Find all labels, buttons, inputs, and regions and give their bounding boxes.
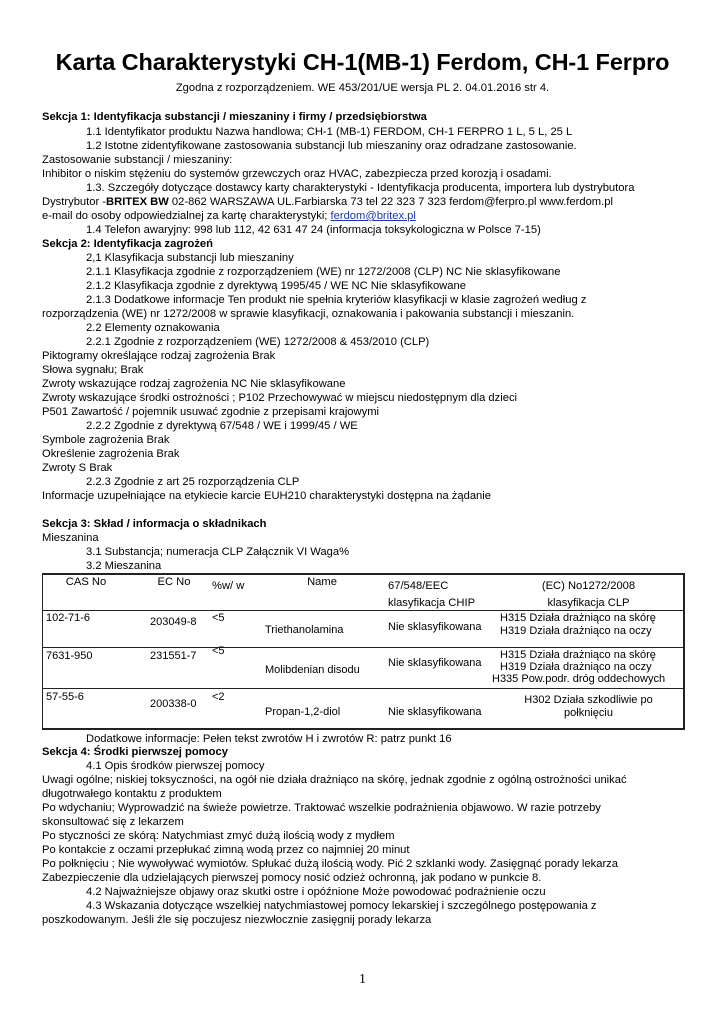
section-4-line: długotrwałego kontaktu z produktem: [42, 788, 222, 800]
section-4-line: Po styczności ze skórą: Natychmiast zmyć dużą ilością wody z mydłem: [42, 830, 395, 842]
section-2-line: Informacje uzupełniające na etykiecie karcie EUH210 charakterystyki dostępna na żądanie: [42, 490, 491, 502]
section-2-line: Zwroty wskazujące środki ostrożności ; P102 Przechowywać w miejscu niedostępnym dla dzieci: [42, 392, 518, 404]
section-1-line: 1.2 Istotne zidentyfikowane zastosowania substancji lub mieszaniny oraz odradzane zastosowanie.: [86, 140, 577, 152]
section-2-line: Zwroty S Brak: [42, 462, 113, 474]
table-rule-left: [42, 573, 43, 730]
col-header-clp-2: klasyfikacja CLP: [547, 597, 630, 609]
section-2-line: P501 Zawartość / pojemnik usuwać zgodnie z przepisami krajowymi: [42, 406, 380, 418]
cell-ec: 231551-7: [150, 650, 197, 662]
cell-cas: 57-55-6: [46, 691, 84, 703]
section-4-line: 4.3 Wskazania dotyczące wszelkiej natychmiastowej pomocy lekarskiej i szczególnego postępowania z: [86, 900, 597, 912]
section-4-line: Uwagi ogólne; niskiej toksyczności, na ogół nie działa drażniąco na skórę, jednak zgodnie z ogólną ostrożności unikać: [42, 774, 627, 786]
contact-email-link[interactable]: ferdom@britex.pl: [330, 210, 416, 222]
cell-percent: <5: [212, 645, 225, 657]
contact-email-label: e-mail do osoby odpowiedzialnej za kartę charakterystyki;: [42, 210, 331, 222]
section-2-line: 2.2.3 Zgodnie z art 25 rozporządzenia CLP: [86, 476, 300, 488]
cell-clp: H315 Działa drażniąco na skórę: [500, 612, 656, 624]
section-3-line: 3.1 Substancja; numeracja CLP Załącznik VI Waga%: [86, 546, 350, 558]
table-rule: [42, 688, 685, 689]
cell-clp: H319 Działa drażniąco na oczy: [500, 625, 652, 637]
table-rule-top: [42, 573, 685, 575]
table-rule-right: [683, 573, 685, 730]
document-title: Karta Charakterystyki CH-1(MB-1) Ferdom, CH-1 Ferpro: [55, 49, 670, 75]
cell-chip: Nie sklasyfikowana: [388, 657, 482, 669]
section-3-line: 3.2 Mieszanina: [86, 560, 162, 572]
cell-percent: <5: [212, 612, 225, 624]
distributor-line: [42, 196, 613, 209]
col-header-clp-1: (EC) No1272/2008: [541, 580, 636, 592]
composition-table: [42, 573, 685, 730]
section-2-line: 2.1.3 Dodatkowe informacje Ten produkt nie spełnia kryteriów klasyfikacji w klasie zagrożeń według z: [86, 294, 587, 306]
section-1-line: Zastosowanie substancji / mieszaniny:: [42, 154, 233, 166]
section-4-line: Zabezpieczenie dla udzielających pierwszej pomocy nosić odzież ochronną, jak podano w punkcie 8.: [42, 872, 542, 884]
section-2-line: rozporządzenia (WE) nr 1272/2008 w sprawie klasyfikacji, oznakowania i pakowania substancji i mieszanin.: [42, 308, 575, 320]
cell-ec: 200338-0: [150, 698, 197, 710]
section-2-line: 2.2.2 Zgodnie z dyrektywą 67/548 / WE i 1999/45 / WE: [86, 420, 358, 432]
section-2-line: 2.1.1 Klasyfikacja zgodnie z rozporządzeniem (WE) nr 1272/2008 (CLP) NC Nie sklasyfikowane: [86, 266, 561, 278]
section-1-heading: Sekcja 1: Identyfikacja substancji / mieszaniny i firmy / przedsiębiorstwa: [42, 111, 427, 123]
col-header-percent: %w/ w: [212, 580, 245, 592]
section-4-line: Po kontakcie z oczami przepłukać zimną wodą przez co najmniej 20 minut: [42, 844, 410, 856]
section-2-line: Zwroty wskazujące rodzaj zagrożenia NC Nie sklasyfikowane: [42, 378, 346, 390]
cell-clp: H302 Działa szkodliwie po: [524, 694, 653, 706]
section-3-heading: Sekcja 3: Skład / informacja o składnikach: [42, 518, 267, 530]
section-4-heading: Sekcja 4: Środki pierwszej pomocy: [42, 746, 228, 758]
section-2-line: 2.2.1 Zgodnie z rozporządzeniem (WE) 1272/2008 & 453/2010 (CLP): [86, 336, 430, 348]
cell-chip: Nie sklasyfikowana: [388, 621, 482, 633]
section-4-line: Po połknięciu ; Nie wywoływać wymiotów. Spłukać dużą ilością wody. Pić 2 szklanki wody. Zasięgnąć porady lekarza: [42, 858, 618, 870]
col-header-chip-2: klasyfikacja CHIP: [388, 597, 476, 609]
section-2-line: Piktogramy określające rodzaj zagrożenia Brak: [42, 350, 276, 362]
distributor-label: Dystrybutor -: [42, 196, 107, 208]
contact-email-line: [42, 210, 416, 223]
section-1-line: 1.3. Szczegóły dotyczące dostawcy karty charakterystyki - Identyfikacja producenta, importera lub dystrybutora: [86, 182, 635, 194]
section-4-line: skonsultować się z lekarzem: [42, 816, 184, 828]
section-2-line: Określenie zagrożenia Brak: [42, 448, 180, 460]
col-header-name: Name: [307, 576, 337, 588]
cell-cas: 102-71-6: [46, 612, 91, 624]
section-4-line: 4.1 Opis środków pierwszej pomocy: [86, 760, 265, 772]
section-2-line: Słowa sygnału; Brak: [42, 364, 144, 376]
col-header-chip-1: 67/548/EEC: [388, 580, 449, 592]
section-2-line: 2,1 Klasyfikacja substancji lub mieszaniny: [86, 252, 294, 264]
section-2-heading: Sekcja 2: Identyfikacja zagrożeń: [42, 238, 213, 250]
section-1-line: 1.1 Identyfikator produktu Nazwa handlowa; CH-1 (MB-1) FERDOM, CH-1 FERPRO 1 L, 5 L, 25 L: [86, 126, 573, 138]
cell-name: Triethanolamina: [265, 624, 344, 636]
distributor-name: BRITEX BW: [106, 196, 169, 208]
cell-ec: 203049-8: [150, 616, 197, 628]
cell-percent: <2: [212, 691, 225, 703]
section-2-line: 2.2 Elementy oznakowania: [86, 322, 220, 334]
table-rule: [42, 610, 685, 611]
section-3-line: Mieszanina: [42, 532, 99, 544]
document-subtitle: Zgodna z rozporządzeniem. WE 453/201/UE wersja PL 2. 04.01.2016 str 4.: [175, 82, 550, 94]
col-header-ec: EC No: [157, 576, 191, 588]
cell-clp: H335 Pow.podr. dróg oddechowych: [492, 673, 666, 685]
distributor-address: 02-862 WARSZAWA UL.Farbiarska 73 tel 22 323 7 323 ferdom@ferpro.pl www.ferdom.pl: [168, 196, 613, 208]
cell-clp: H319 Działa drażniąco na oczy: [500, 661, 652, 673]
cell-name: Propan-1,2-diol: [265, 706, 341, 718]
section-4-line: poszkodowanym. Jeśli źle się poczujesz niezwłocznie zasięgnij porady lekarza: [42, 914, 432, 926]
section-4-line: Po wdychaniu; Wyprowadzić na świeże powietrze. Traktować wszelkie podrażnienia objawowo. W razie potrzeby: [42, 802, 601, 814]
section-1-line: Inhibitor o niskim stężeniu do systemów grzewczych oraz HVAC, zabezpiecza przed korozją i osadami.: [42, 168, 552, 180]
cell-clp: połknięciu: [564, 707, 613, 719]
section-2-line: 2.1.2 Klasyfikacja zgodnie z dyrektywą 1995/45 / WE NC Nie sklasyfikowane: [86, 280, 466, 292]
section-2-line: Symbole zagrożenia Brak: [42, 434, 170, 446]
section-3-note: Dodatkowe informacje: Pełen tekst zwrotów H i zwrotów R: patrz punkt 16: [86, 733, 452, 745]
section-4-line: 4.2 Najważniejsze objawy oraz skutki ostre i opóźnione Może powodować podrażnienie oczu: [86, 886, 546, 898]
col-header-cas: CAS No: [65, 576, 107, 588]
section-1-line: 1.4 Telefon awaryjny: 998 lub 112, 42 631 47 24 (informacja toksykologiczna w Polsce 7-15): [86, 224, 541, 236]
cell-clp: H315 Działa drażniąco na skórę: [500, 649, 656, 661]
cell-name: Molibdenian disodu: [265, 664, 360, 676]
cell-chip: Nie sklasyfikowana: [388, 706, 482, 718]
page-number: 1: [359, 972, 366, 987]
cell-cas: 7631-950: [46, 650, 93, 662]
table-rule-bottom: [42, 728, 685, 730]
table-rule: [42, 647, 685, 648]
